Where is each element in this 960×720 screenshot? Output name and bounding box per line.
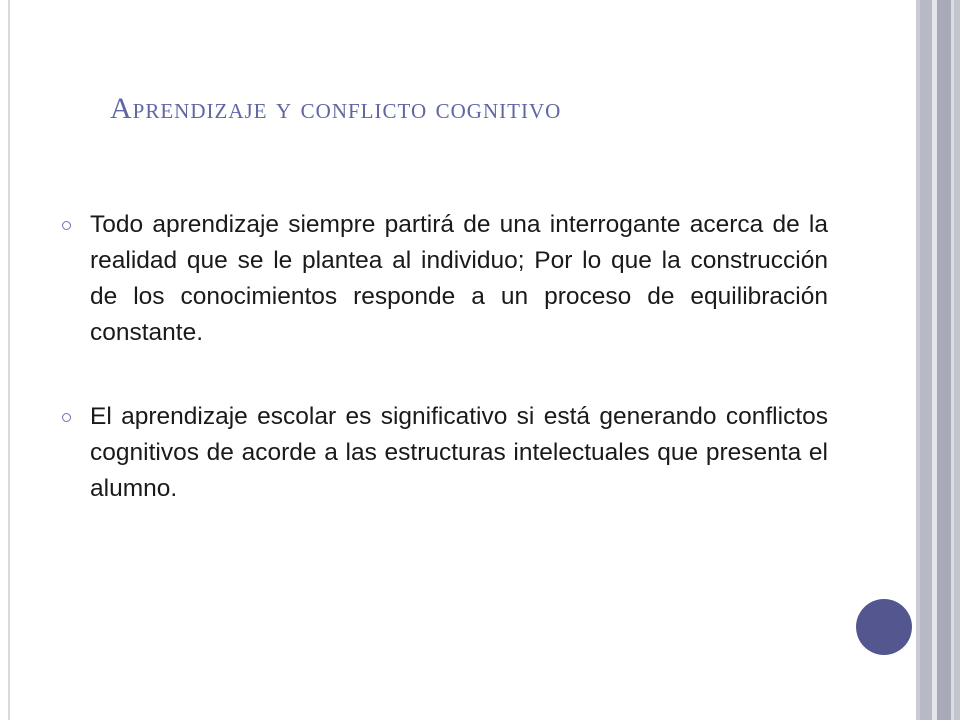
bullet-list (60, 207, 828, 555)
bullet-circle-icon (62, 221, 71, 230)
bullet-text: El aprendizaje escolar es significativo si está generando conflictos cognitivos de acorde a las estructuras intelectuales que presenta el alumno. (90, 403, 828, 502)
left-frame-line (8, 0, 10, 720)
bullet-text: Todo aprendizaje siempre partirá de una interrogante acerca de la realidad que se le plantea al individuo; Por lo que la construcción de los conocimientos responde a un proceso de equilibración constante. (90, 211, 828, 346)
bullet-item (60, 207, 828, 351)
slide-title: Aprendizaje y conflicto cognitivo (110, 92, 562, 125)
bullet-item (60, 399, 828, 507)
stripe (954, 0, 960, 720)
bullet-circle-icon (62, 413, 71, 422)
stripe (920, 0, 932, 720)
right-decorative-stripes (916, 0, 960, 720)
decorative-circle (856, 599, 912, 655)
stripe (937, 0, 951, 720)
